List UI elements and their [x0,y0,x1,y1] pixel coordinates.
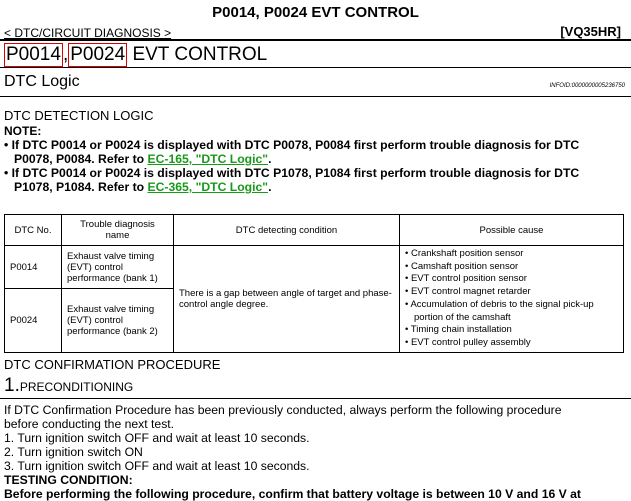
detection-logic-heading: DTC DETECTION LOGIC [4,108,154,123]
list-item: • EVT control magnet retarder [405,286,618,299]
list-item: • Camshaft position sensor [405,261,618,274]
procedure-step-2: 2. Turn ignition switch ON [4,445,143,459]
dtc-code-p0014[interactable]: P0014 [6,44,61,65]
list-item: • EVT control pulley assembly [405,337,618,350]
table-row [5,246,624,289]
cause-list [405,248,618,350]
procedure-step-1: 1. Turn ignition switch OFF and wait at least 10 seconds. [4,431,310,445]
col-trouble-name: Trouble diagnosis name [62,215,174,246]
col-condition: DTC detecting condition [174,215,400,246]
cell-name: Exhaust valve timing (EVT) control performance (bank 1) [62,246,174,289]
procedure-paragraph-line1: If DTC Confirmation Procedure has been previously conducted, always perform the following procedure [4,403,562,417]
section-title [4,43,267,67]
page-title: P0014, P0024 EVT CONTROL [212,4,419,21]
cell-condition: There is a gap between angle of target and phase-control angle degree. [174,246,400,353]
dtc-logic-heading: DTC Logic [4,73,80,90]
note2-period: . [268,180,272,194]
dtc-code-p0024[interactable]: P0024 [70,44,126,65]
cell-dtc: P0014 [5,246,62,289]
confirmation-heading: DTC CONFIRMATION PROCEDURE [4,357,221,372]
note1-link[interactable]: EC-165, "DTC Logic" [147,152,269,166]
col-dtc-no: DTC No. [5,215,62,246]
header-divider [0,39,631,41]
cell-dtc: P0024 [5,289,62,352]
procedure-paragraph-line2: before conducting the next test. [4,417,175,431]
cell-causes [400,246,624,353]
step-heading [4,375,133,397]
note1-text: P0078, P0084. Refer to [14,152,148,166]
list-item: • Crankshaft position sensor [405,248,618,261]
procedure-step-3: 3. Turn ignition switch OFF and wait at least 10 seconds. [4,459,310,473]
dtc-table [4,214,624,353]
note-label: NOTE: [4,124,42,138]
logic-divider [0,96,631,97]
col-cause: Possible cause [400,215,624,246]
info-id: INFOID:0000000005236750 [549,83,625,89]
list-item: • Accumulation of debris to the signal pick-up portion of the camshaft [405,299,618,324]
step-title: PRECONDITIONING [19,380,134,394]
testing-condition-text: Before performing the following procedure, confirm that battery voltage is between 10 V and 16 V at [4,487,581,501]
note1-line1: • If DTC P0014 or P0024 is displayed with DTC P0078, P0084 first perform trouble diagnosis for DTC [4,138,580,152]
note2-link[interactable]: EC-365, "DTC Logic" [147,180,269,194]
note2-text: P1078, P1084. Refer to [14,180,148,194]
title-comma: , [62,44,69,65]
title-divider [0,67,631,68]
note1-period: . [268,152,272,166]
model-code: [VQ35HR] [560,24,621,39]
note1-line2 [14,152,271,166]
cell-name: Exhaust valve timing (EVT) control performance (bank 2) [62,289,174,352]
testing-condition-label: TESTING CONDITION: [4,473,133,487]
list-item: • Timing chain installation [405,324,618,337]
note2-line2 [14,180,271,194]
breadcrumb-text[interactable]: < DTC/CIRCUIT DIAGNOSIS > [4,26,172,40]
step-divider [0,398,631,399]
table-header-row [5,215,624,246]
note2-line1: • If DTC P0014 or P0024 is displayed with DTC P1078, P1084 first perform trouble diagnosis for DTC [4,166,580,180]
title-rest: EVT CONTROL [127,44,268,65]
step-number: 1. [4,375,20,396]
breadcrumb[interactable] [4,26,171,40]
list-item: • EVT control position sensor [405,273,618,286]
